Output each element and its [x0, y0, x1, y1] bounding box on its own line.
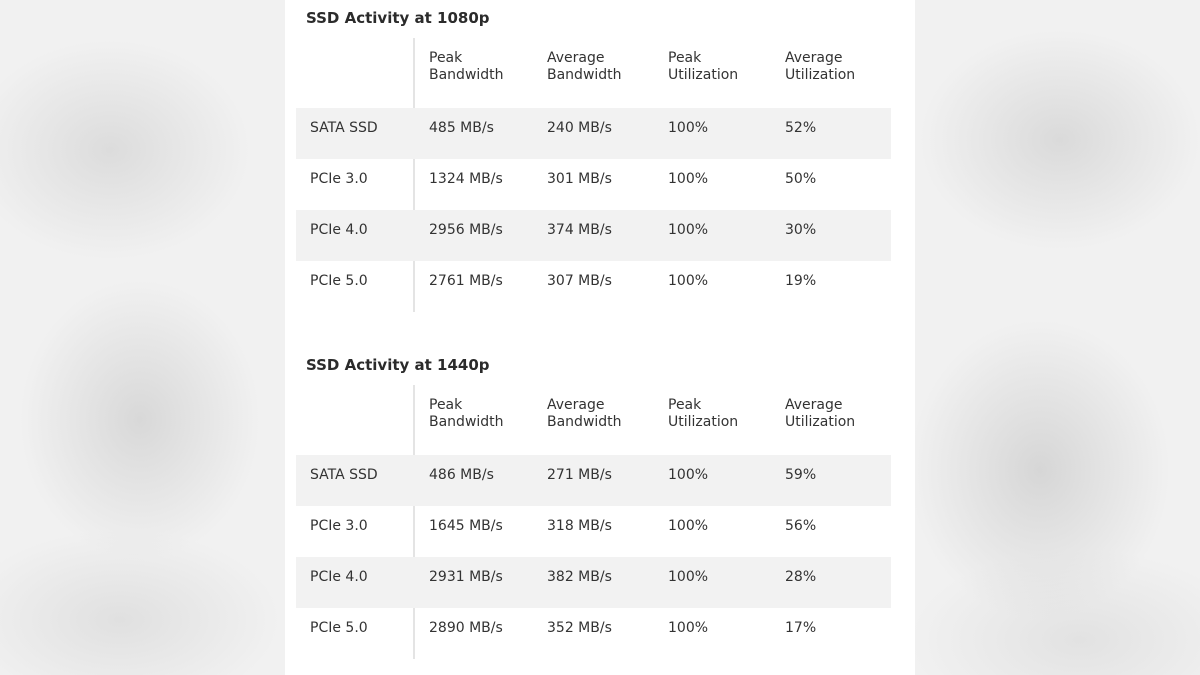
average-bandwidth-value: 307 MB/s [547, 273, 612, 289]
header-cell-peak-utilization [668, 397, 738, 431]
table-row [296, 159, 891, 210]
peak-utilization-value: 100% [668, 273, 709, 289]
header-line: Average [547, 397, 605, 413]
table-row [296, 261, 891, 312]
peak-bandwidth-value: 486 MB/s [429, 467, 494, 483]
peak-bandwidth-value: 2890 MB/s [429, 620, 503, 636]
peak-utilization-value: 100% [668, 569, 709, 585]
header-line: Bandwidth [429, 414, 504, 430]
row-label: SATA SSD [310, 467, 378, 483]
header-cell-average-bandwidth [547, 50, 622, 84]
peak-utilization-value: 100% [668, 518, 709, 534]
table-row [296, 608, 891, 659]
header-line: Utilization [668, 67, 739, 83]
header-line: Peak [429, 397, 463, 413]
peak-bandwidth-value: 1324 MB/s [429, 171, 503, 187]
average-utilization-value: 52% [785, 120, 817, 136]
average-bandwidth-value: 382 MB/s [547, 569, 612, 585]
average-utilization-value: 17% [785, 620, 817, 636]
row-label: PCIe 3.0 [310, 171, 368, 187]
average-bandwidth-value: 352 MB/s [547, 620, 612, 636]
peak-utilization-value: 100% [668, 120, 709, 136]
peak-bandwidth-value: 2931 MB/s [429, 569, 503, 585]
average-utilization-value: 59% [785, 467, 817, 483]
header-line: Bandwidth [547, 414, 622, 430]
header-cell-average-utilization [785, 397, 855, 431]
table-row [296, 108, 891, 159]
table-row [296, 557, 891, 608]
average-bandwidth-value: 240 MB/s [547, 120, 612, 136]
table-header-row [296, 38, 891, 108]
header-line: Peak [668, 397, 702, 413]
ssd-activity-table [296, 38, 891, 312]
ssd-activity-table [296, 385, 891, 659]
peak-bandwidth-value: 485 MB/s [429, 120, 494, 136]
header-cell-average-utilization [785, 50, 855, 84]
average-utilization-value: 50% [785, 171, 817, 187]
header-line: Utilization [668, 414, 739, 430]
peak-utilization-value: 100% [668, 620, 709, 636]
row-label: PCIe 4.0 [310, 569, 368, 585]
header-line: Utilization [785, 414, 856, 430]
header-line: Average [547, 50, 605, 66]
average-utilization-value: 56% [785, 518, 817, 534]
peak-bandwidth-value: 2761 MB/s [429, 273, 503, 289]
average-bandwidth-value: 374 MB/s [547, 222, 612, 238]
table-row [296, 210, 891, 261]
section-title: SSD Activity at 1440p [306, 356, 490, 374]
peak-bandwidth-value: 2956 MB/s [429, 222, 503, 238]
table-row [296, 506, 891, 557]
header-line: Average [785, 50, 843, 66]
content-panel [285, 0, 915, 675]
row-label: SATA SSD [310, 120, 378, 136]
row-label: PCIe 4.0 [310, 222, 368, 238]
header-cell-peak-bandwidth [429, 397, 504, 431]
peak-utilization-value: 100% [668, 467, 709, 483]
peak-utilization-value: 100% [668, 222, 709, 238]
average-bandwidth-value: 271 MB/s [547, 467, 612, 483]
header-line: Peak [668, 50, 702, 66]
row-label: PCIe 3.0 [310, 518, 368, 534]
header-line: Bandwidth [429, 67, 504, 83]
row-label: PCIe 5.0 [310, 620, 368, 636]
header-cell-peak-utilization [668, 50, 738, 84]
header-cell-peak-bandwidth [429, 50, 504, 84]
header-line: Average [785, 397, 843, 413]
header-line: Bandwidth [547, 67, 622, 83]
section-title: SSD Activity at 1080p [306, 9, 490, 27]
table-row [296, 455, 891, 506]
average-utilization-value: 30% [785, 222, 817, 238]
row-label: PCIe 5.0 [310, 273, 368, 289]
header-line: Peak [429, 50, 463, 66]
average-bandwidth-value: 301 MB/s [547, 171, 612, 187]
header-cell-average-bandwidth [547, 397, 622, 431]
table-header-row [296, 385, 891, 455]
peak-utilization-value: 100% [668, 171, 709, 187]
average-bandwidth-value: 318 MB/s [547, 518, 612, 534]
peak-bandwidth-value: 1645 MB/s [429, 518, 503, 534]
header-line: Utilization [785, 67, 856, 83]
average-utilization-value: 28% [785, 569, 817, 585]
average-utilization-value: 19% [785, 273, 817, 289]
